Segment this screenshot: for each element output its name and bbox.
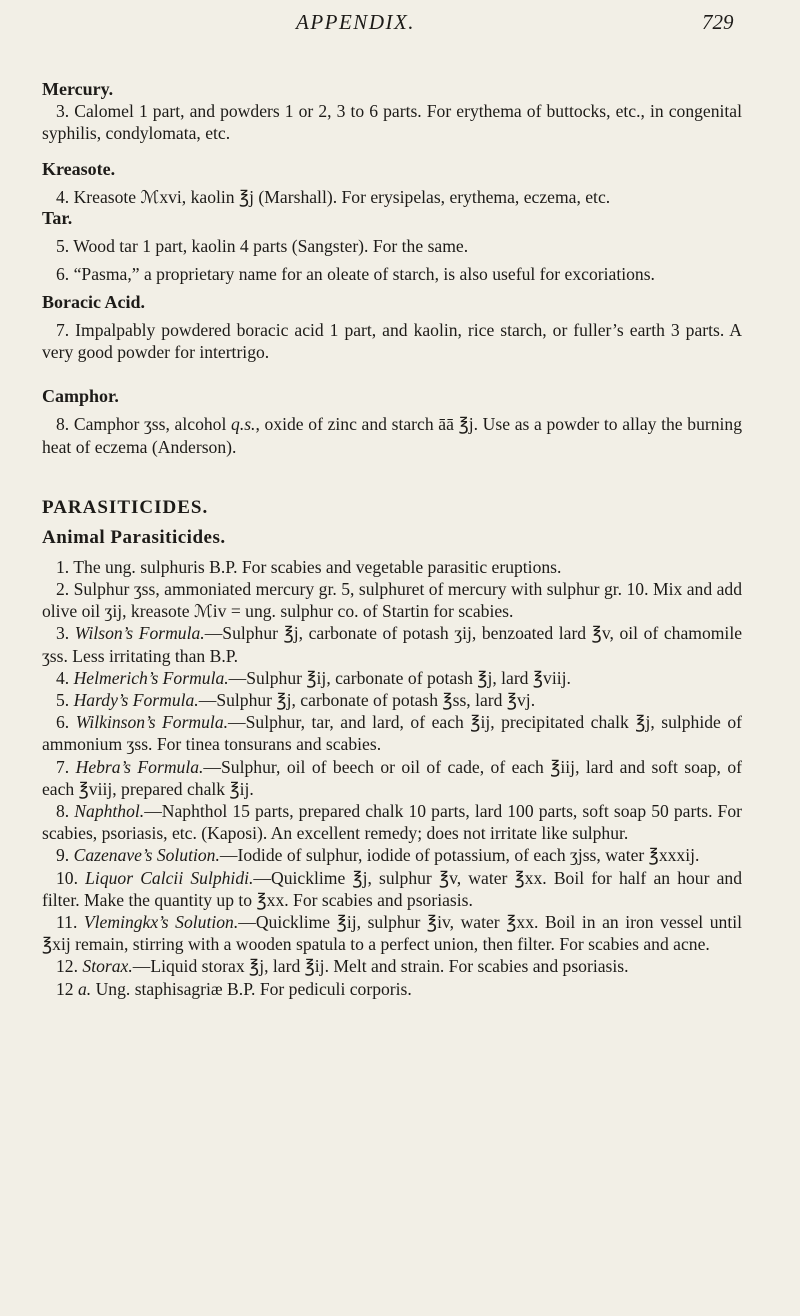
formula-name: Hardy’s Formula. — [73, 690, 199, 711]
formula-name: Cazenave’s Solution. — [73, 845, 220, 866]
formula-name: Wilkinson’s Formula. — [75, 712, 229, 733]
page-body — [42, 78, 742, 1000]
item-8-text-b: , oxide of zinc and starch āā ℥j. Use as a powder to allay the burning heat of eczema (Anderson). — [42, 414, 743, 457]
list-item — [42, 867, 742, 911]
item-text: Ung. staphisagriæ B.P. For pediculi corporis. — [91, 978, 412, 999]
formula-name: Vlemingkx’s Solution. — [83, 912, 239, 933]
item-text: —Naphthol 15 parts, prepared chalk 10 parts, lard 100 parts, soft soap 50 parts. For scabies, psoriasis, etc. (Kaposi). An excellent remedy; does not irritate like sulphur. — [42, 801, 742, 844]
formula-name: a. — [78, 978, 92, 999]
list-item — [42, 756, 742, 800]
parasiticide-list — [42, 556, 742, 1000]
list-item — [42, 667, 742, 689]
list-item — [42, 844, 742, 866]
item-number: 12 — [56, 978, 78, 999]
item-number: 9. — [56, 845, 74, 866]
item-number: 6. — [56, 712, 76, 733]
list-item — [42, 711, 742, 755]
list-item — [42, 911, 742, 955]
paragraph-item-5: 5. Wood tar 1 part, kaolin 4 parts (Sangster). For the same. — [56, 235, 469, 256]
formula-name: Wilson’s Formula. — [74, 623, 205, 644]
item-text: —Iodide of sulphur, iodide of potassium, of each ʒjss, water ℥xxxij. — [219, 845, 700, 866]
list-item — [42, 955, 742, 977]
running-head: APPENDIX. — [296, 10, 416, 34]
paragraph-item-7: 7. Impalpably powdered boracic acid 1 part, and kaolin, rice starch, or fuller’s earth 3 parts. A very good powder for intertrigo. — [42, 320, 742, 363]
item-text: —Sulphur, oil of beech or oil of cade, of each ℥iij, lard and soft soap, of each ℥viij, prepared chalk ℥ij. — [42, 756, 743, 799]
item-text: 1. The ung. sulphuris B.P. For scabies and vegetable parasitic eruptions. — [56, 556, 562, 577]
item-text: —Quicklime ℥j, sulphur ℥v, water ℥xx. Boil for half an hour and filter. Make the quantity up to ℥xx. For scabies and psoriasis. — [42, 867, 742, 910]
section-title-camphor: Camphor. — [42, 386, 119, 407]
section-title-boracic-acid: Boracic Acid. — [42, 292, 145, 313]
item-text: 2. Sulphur ʒss, ammoniated mercury gr. 5, sulphuret of mercury with sulphur gr. 10. Mix and add olive oil ʒij, kreasote ℳiv = ung. sulphur co. of Startin for scabies. — [42, 579, 742, 622]
item-text: —Sulphur ℥j, carbonate of potash ℥ss, lard ℥vj. — [198, 690, 536, 711]
formula-name: Hebra’s Formula. — [75, 756, 204, 777]
item-text: —Sulphur, tar, and lard, of each ℥ij, precipitated chalk ℥j, sulphide of ammonium ʒss. For tinea tonsurans and scabies. — [42, 712, 742, 755]
section-title-parasiticides: PARASITICIDES. — [42, 496, 209, 518]
item-number: 8. — [56, 801, 75, 822]
formula-name: Liquor Calcii Sulphidi. — [85, 867, 254, 888]
item-text: —Quicklime ℥ij, sulphur ℥iv, water ℥xx. Boil in an iron vessel until ℥xij remain, stirring with a wooden spatula to a perfect union, then filter. For scabies and acne. — [42, 912, 742, 955]
paragraph-item-4: 4. Kreasote ℳxvi, kaolin ℥j (Marshall). For erysipelas, erythema, eczema, etc. — [56, 187, 611, 208]
item-number: 7. — [56, 756, 76, 777]
item-number: 4. — [56, 667, 74, 688]
list-item — [42, 978, 742, 1000]
item-text: —Sulphur ℥ij, carbonate of potash ℥j, lard ℥viij. — [228, 667, 571, 688]
paragraph-item-8 — [42, 413, 742, 457]
page-header — [0, 4, 800, 44]
formula-name: Naphthol. — [74, 801, 145, 822]
section-title-kreasote: Kreasote. — [42, 159, 116, 180]
item-8-text-a: 8. Camphor ʒss, alcohol — [56, 414, 232, 435]
subsection-title-animal-parasiticides: Animal Parasiticides. — [42, 526, 226, 548]
item-number: 3. — [56, 623, 75, 644]
section-title-mercury: Mercury. — [42, 79, 114, 99]
list-item — [42, 578, 742, 622]
paragraph-item-6: 6. “Pasma,” a proprietary name for an oleate of starch, is also useful for excoriations. — [56, 263, 655, 284]
page-number: 729 — [702, 10, 734, 34]
item-number: 5. — [56, 690, 74, 711]
item-number: 10. — [56, 867, 86, 888]
section-title-tar: Tar. — [42, 207, 73, 228]
list-item — [42, 689, 742, 711]
item-number: 12. — [56, 956, 83, 977]
item-text: —Sulphur ℥j, carbonate of potash ʒij, benzoated lard ℥v, oil of chamomile ʒss. Less irritating than B.P. — [42, 623, 743, 666]
list-item — [42, 622, 742, 666]
item-text: —Liquid storax ℥j, lard ℥ij. Melt and strain. For scabies and psoriasis. — [132, 956, 629, 977]
paragraph-item-3: 3. Calomel 1 part, and powders 1 or 2, 3 to 6 parts. For erythema of buttocks, etc., in congenital syphilis, condylomata, etc. — [42, 101, 742, 144]
formula-name: Helmerich’s Formula. — [73, 667, 229, 688]
item-8-qs: q.s. — [231, 414, 256, 435]
item-number: 11. — [56, 912, 84, 933]
formula-name: Storax. — [82, 956, 133, 977]
list-item — [42, 800, 742, 844]
list-item — [42, 556, 742, 578]
